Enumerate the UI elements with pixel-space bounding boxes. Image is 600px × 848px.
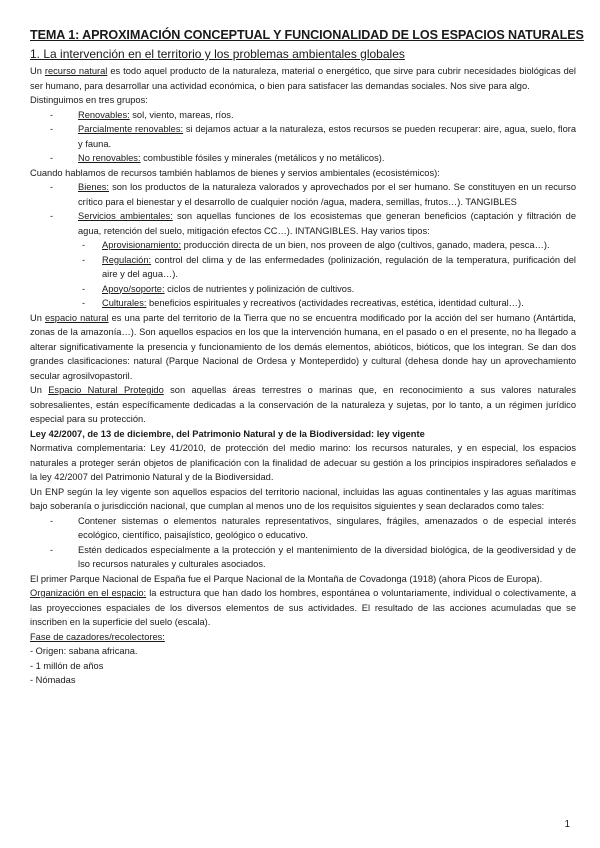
- groups-intro: Distinguimos en tres grupos:: [30, 95, 148, 105]
- list-item: [30, 238, 576, 253]
- list-item: [30, 253, 576, 282]
- text: es todo aquel producto de la naturaleza, material o energético, que sirve para cubrir necesidades biológicas del ser humano, para desarrollar una actividad económica, o bien para satisfacer las demandas sociales. Nos sive para algo.: [30, 66, 576, 91]
- text: beneficios espirituales y recreativos (actividades recreativas, estética, identidad cultural…).: [146, 298, 524, 308]
- list-item: [30, 151, 576, 166]
- term-recurso-natural: recurso natural: [44, 66, 108, 76]
- text: Un: [30, 312, 45, 323]
- page-content: [30, 27, 584, 688]
- term: Culturales:: [102, 298, 147, 308]
- paragraph-normativa: Normativa complementaria: Ley 41/2010, de protección del medio marino: los recursos naturales, y en especial, los espacios naturales a proteger serán objetos de planificación con la finalidad de adecuar su gestión a los principios inspiradores señalados e la ley 42/2007 del Patrimonio Natural y de la Biodiversidad.: [30, 443, 576, 482]
- list-item: [30, 108, 576, 123]
- paragraph-protected-space: [30, 383, 576, 427]
- section-heading: 1. La intervención en el territorio y los problemas ambientales globales: [30, 47, 405, 61]
- law-heading: Ley 42/2007, de 13 de diciembre, del Patrimonio Natural y de la Biodiversidad: ley vigente: [30, 428, 425, 439]
- paragraph-organization: [30, 586, 576, 630]
- hunters-item: - Origen: sabana africana.: [30, 646, 138, 656]
- goods-list: [30, 180, 576, 238]
- text: ciclos de nutrientes y polinización de cultivos.: [164, 283, 355, 294]
- term: Regulación:: [102, 254, 152, 265]
- list-item-servicios: [30, 209, 576, 238]
- paragraph-natural-resource: [30, 64, 576, 93]
- text: son los productos de la naturaleza valorados y aprovechados por el ser humano. Se constituyen en un recurso crítico para el bienestar y el desarrollo de cualquier noción /agua, madera, semillas, frutos…). TANGIBLES: [78, 182, 576, 207]
- page-number: 1: [564, 819, 570, 830]
- hunters-item: - Nómadas: [30, 675, 76, 685]
- requirements-list: [30, 514, 576, 572]
- list-item: [30, 122, 576, 151]
- text: la estructura que han dado los hombres, espontánea o voluntariamente, individual o colectivamente, a las proyecciones espaciales de los diversos elementos de sus actividades. El resultado de las acciones acumuladas que se inscriben en la superficie del suelo (escala).: [30, 588, 576, 627]
- text: son aquellas funciones de los ecosistemas que generan beneficios (captación y filtración de agua, retención del suelo, mitigación efectos CC…). INTANGIBLES. Hay varios tipos:: [78, 211, 576, 236]
- text: Un: [30, 385, 49, 395]
- groups-list: [30, 108, 576, 166]
- text: son aquellas áreas terrestres o marinas que, en reconocimiento a sus valores naturales sobresalientes, están específicamente dedicadas a la conservación de la naturaleza y sujetas, por lo tanto, a un régimen jurídico especial para su protección.: [30, 385, 576, 424]
- goods-intro: Cuando hablamos de recursos también hablamos de bienes y servios ambientales (ecosistémicos):: [30, 167, 440, 178]
- term-espacio-protegido: Espacio Natural Protegido: [48, 385, 164, 395]
- hunters-heading: Fase de cazadores/recolectores:: [30, 631, 165, 642]
- term: Apoyo/soporte:: [102, 283, 165, 294]
- list-item: [30, 282, 576, 297]
- page-title: TEMA 1: APROXIMACIÓN CONCEPTUAL Y FUNCIONALIDAD DE LOS ESPACIOS NATURALES: [30, 28, 584, 42]
- term-espacio-natural: espacio natural: [44, 312, 109, 323]
- term-organizacion: Organización en el espacio:: [30, 588, 147, 598]
- paragraph-natural-space: [30, 311, 576, 384]
- text: producción directa de un bien, nos proveen de algo (cultivos, ganado, madera, pesca…).: [181, 240, 550, 250]
- text: sol, viento, mareas, ríos.: [129, 109, 234, 120]
- paragraph-first-park: El primer Parque Nacional de España fue el Parque Nacional de la Montaña de Covadonga (1918) (ahora Picos de Europa).: [30, 573, 543, 584]
- term: Servicios ambientales:: [78, 211, 173, 221]
- text: Un: [30, 66, 45, 76]
- list-item: [30, 296, 576, 311]
- text: es una parte del territorio de la Tierra que no se encuentra modificado por la acción del ser humano (Antártida, zonas de la amazonía…). Son aquellos espacios en los que la intervención humana, en el pasado o en el presente, no ha llegado a alterar significativamente la presencia y funcionamiento de los demás elementos, abióticos, bióticos, que los integran. Se dan dos grandes clasificaciones: natural (Parque Nacional de Ordesa y Monteperdido) y cultural (dehesa donde hay un aprovechamiento secular agrosilvopastoril.: [30, 312, 577, 381]
- hunters-item: - 1 millón de años: [30, 660, 104, 671]
- term: No renovables:: [78, 153, 141, 163]
- paragraph-enp: Un ENP según la ley vigente son aquellos espacios del territorio nacional, incluidas las aguas continentales y las aguas marítimas bajo soberanía o jurisdicción nacional, que cumplan al menos uno de los requisitos siguientes y sean declarados como tales:: [30, 486, 576, 511]
- list-item-bienes: [30, 180, 576, 209]
- term: Parcialmente renovables:: [78, 124, 184, 134]
- list-item: - Estén dedicados especialmente a la protección y el mantenimiento de la diversidad biológica, de la geodiversidad y de lso recursos naturales y culturales asociados.: [30, 543, 576, 572]
- service-types-list: [30, 238, 576, 311]
- term: Aprovisionamiento:: [102, 240, 182, 250]
- text: control del clima y de las enfermedades (polinización, regulación de la temperatura, purificación del aire y del agua…).: [102, 254, 576, 279]
- text: si dejamos actuar a la naturaleza, estos recursos se pueden recuperar: aire, agua, suelo, flora y fauna.: [78, 124, 577, 149]
- term: Renovables:: [78, 109, 130, 120]
- term: Bienes:: [78, 182, 110, 192]
- list-item: - Contener sistemas o elementos naturales representativos, singulares, frágiles, amenazados o de especial interés ecológico, científico, paisajístico, geológico o educativo.: [30, 514, 576, 543]
- text: combustible fósiles y minerales (metálicos y no metálicos).: [140, 153, 385, 163]
